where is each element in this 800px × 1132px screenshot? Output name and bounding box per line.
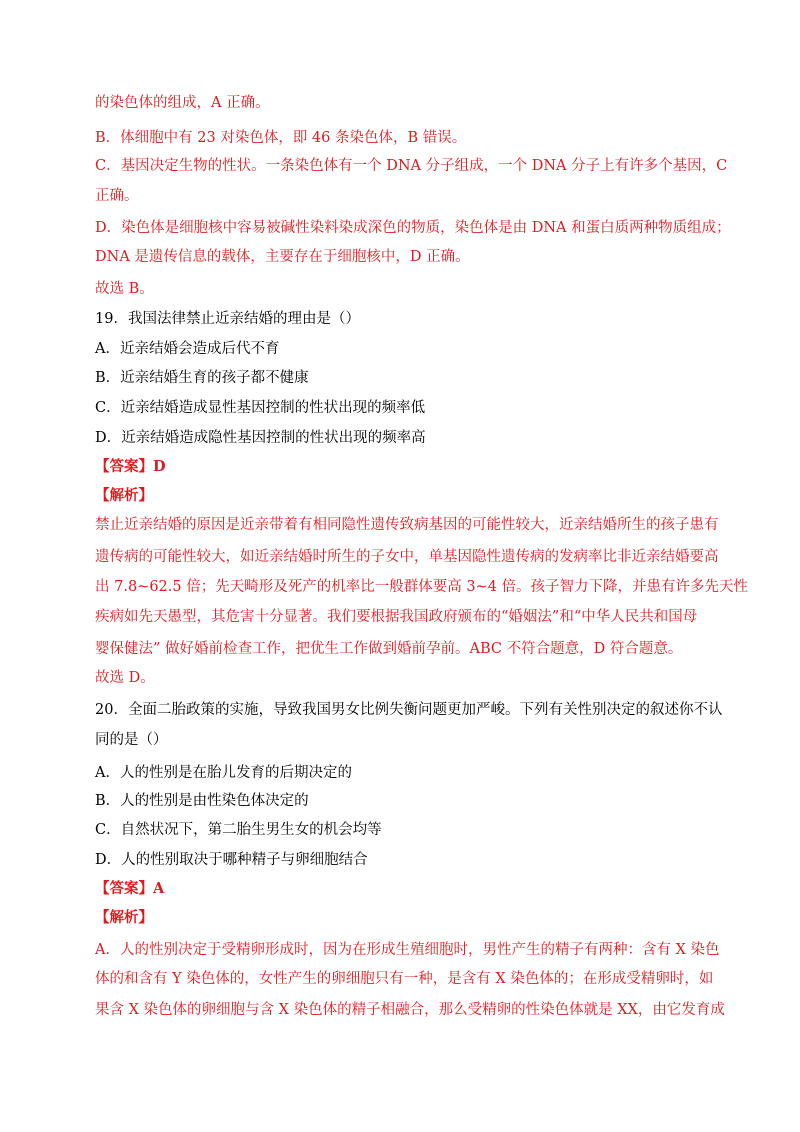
- q20-stem: 同的是（）: [95, 732, 168, 748]
- q20-option-b: B．人的性别是由性染色体决定的: [95, 793, 309, 809]
- q20-analysis-line: 果含 X 染色体的卵细胞与含 X 染色体的精子相融合，那么受精卵的性染色体就是 XX，由它发育成: [95, 1002, 725, 1018]
- prev-analysis-line: 的染色体的组成，A 正确。: [95, 95, 270, 111]
- q20-answer: 【答案】A: [95, 880, 165, 897]
- q19-analysis-line: 婴保健法” 做好婚前检查工作，把优生工作做到婚前孕前。ABC 不符合题意，D 符合题意。: [95, 641, 683, 657]
- q19-analysis-line: 遗传病的可能性较大，如近亲结婚时所生的子女中，单基因隐性遗传病的发病率比非近亲结婚要高: [95, 549, 719, 565]
- q20-analysis-line: A．人的性别决定于受精卵形成时，因为在形成生殖细胞时，男性产生的精子有两种：含有 X 染色: [95, 942, 720, 958]
- q19-analysis-line: 疾病如先天愚型，其危害十分显著。我们要根据我国政府颁布的“婚姻法”和“中华人民共和国母: [95, 609, 698, 625]
- prev-analysis-line: D．染色体是细胞核中容易被碱性染料染成深色的物质，染色体是由 DNA 和蛋白质两种物质组成；: [95, 220, 731, 236]
- prev-analysis-line: C．基因决定生物的性状。一条染色体有一个 DNA 分子组成，一个 DNA 分子上有许多个基因，C: [95, 158, 728, 174]
- q19-option-b: B．近亲结婚生育的孩子都不健康: [95, 370, 309, 386]
- q20-option-d: D．人的性别取决于哪种精子与卵细胞结合: [95, 852, 368, 868]
- q19-option-c: C．近亲结婚造成显性基因控制的性状出现的频率低: [95, 400, 426, 416]
- q19-option-d: D．近亲结婚造成隐性基因控制的性状出现的频率高: [95, 430, 426, 446]
- q19-option-a: A．近亲结婚会造成后代不育: [95, 341, 280, 357]
- prev-analysis-line: B．体细胞中有 23 对染色体，即 46 条染色体，B 错误。: [95, 130, 467, 146]
- q19-analysis-heading: 【解析】: [95, 487, 153, 504]
- prev-analysis-line: DNA 是遗传信息的载体，主要存在于细胞核中，D 正确。: [95, 249, 470, 265]
- q19-analysis-line: 禁止近亲结婚的原因是近亲带着有相同隐性遗传致病基因的可能性较大，近亲结婚所生的孩子患有: [95, 517, 719, 533]
- q19-stem: 19．我国法律禁止近亲结婚的理由是（）: [95, 311, 360, 327]
- prev-analysis-line: 正确。: [95, 188, 139, 204]
- q19-answer: 【答案】D: [95, 458, 166, 475]
- q19-analysis-line: 出 7.8~62.5 倍；先天畸形及死产的机率比一般群体要高 3~4 倍。孩子智力下降，并患有许多先天性: [95, 579, 749, 595]
- q20-analysis-line: 体的和含有 Y 染色体的，女性产生的卵细胞只有一种，是含有 X 染色体的；在形成受精卵时，如: [95, 971, 714, 987]
- q20-option-a: A．人的性别是在胎儿发育的后期决定的: [95, 765, 352, 781]
- q20-stem: 20．全面二胎政策的实施，导致我国男女比例失衡问题更加严峻。下列有关性别决定的叙述你不认: [95, 702, 723, 718]
- prev-choice: 故选 B。: [95, 281, 154, 297]
- q20-option-c: C．自然状况下，第二胎生男生女的机会均等: [95, 822, 382, 838]
- q19-choice: 故选 D。: [95, 670, 155, 686]
- q20-analysis-heading: 【解析】: [95, 909, 153, 926]
